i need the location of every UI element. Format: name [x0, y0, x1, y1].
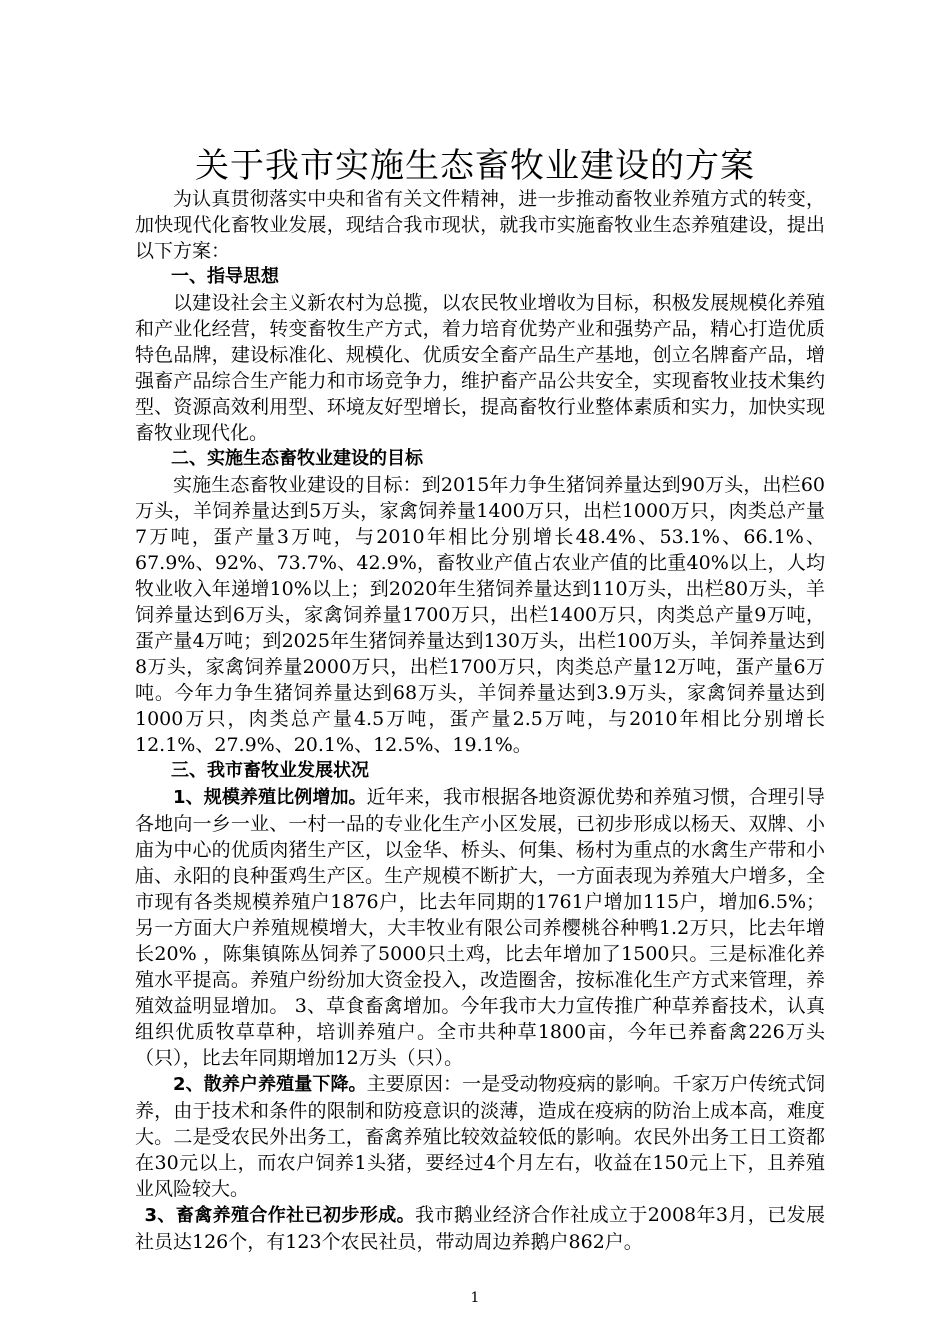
- section-3-item-2: [135, 1071, 825, 1202]
- section-3-heading: 三、我市畜牧业发展状况: [171, 760, 369, 781]
- item-3-lead: 3、畜禽养殖合作社已初步形成。: [144, 1205, 415, 1226]
- intro-paragraph: 为认真贯彻落实中央和省有关文件精神，进一步推动畜牧业养殖方式的转变，加快现代化畜牧业发展，现结合我市现状，就我市实施畜牧业生态养殖建设，提出以下方案：: [135, 188, 825, 262]
- section-1-heading: 一、指导思想: [171, 266, 279, 287]
- section-3-item-3: [135, 1202, 825, 1255]
- document-title: 关于我市实施生态畜牧业建设的方案: [195, 145, 755, 186]
- item-3-text: 我市鹅业经济合作社成立于2008年3月，已发展社员达126个，有123个农民社员，带动周边养鹅户862户。: [135, 1204, 825, 1253]
- item-1-text: 近年来，我市根据各地资源优势和养殖习惯，合理引导各地向一乡一业、一村一品的专业化生产小区发展，已初步形成以杨天、双牌、小庙为中心的优质肉猪生产区，以金华、桥头、何集、杨村为重点的水禽生产带和小庙、永阳的良种蛋鸡生产区。生产规模不断扩大，一方面表现为养殖大户增多，全市现有各类规模养殖户1876户，比去年同期的1761户增加115户，增加6.5%；另一方面大户养殖规模增大，大丰牧业有限公司养樱桃谷种鸭1.2万只，比去年增长20% ，陈集镇陈丛饲养了5000只土鸡，比去年增加了1500只。三是标准化养殖水平提高。养殖户纷纷加大资金投入，改造圈舍，按标准化生产方式来管理，养殖效益明显增加。 3、草食畜禽增加。今年我市大力宣传推广种草养畜技术，认真组织优质牧草草种，培训养殖户。全市共种草1800亩，今年已养畜禽226万头（只），比去年同期增加12万头（只）。: [135, 786, 825, 1069]
- document-body: [135, 186, 825, 1255]
- section-3-item-1: [135, 784, 825, 1071]
- page-number: 1: [470, 1290, 480, 1306]
- item-2-text: 主要原因：一是受动物疫病的影响。千家万户传统式饲养，由于技术和条件的限制和防疫意识的淡薄，造成在疫病的防治上成本高，难度大。二是受农民外出务工，畜禽养殖比较效益较低的影响。农民外出务工日工资都在30元以上，而农户饲养1头猪，要经过4个月左右，收益在150元上下，且养殖业风险较大。: [135, 1073, 825, 1200]
- section-2-paragraph: 实施生态畜牧业建设的目标：到2015年力争生猪饲养量达到90万头，出栏60万头，羊饲养量达到5万头，家禽饲养量1400万只，出栏1000万只，肉类总产量7万吨，蛋产量3万吨，与2010年相比分别增长48.4%、53.1%、66.1%、67.9%、92%、73.7%、42.9%，畜牧业产值占农业产值的比重40%以上，人均牧业收入年递增10%以上；到2020年生猪饲养量达到110万头，出栏80万头，羊饲养量达到6万头，家禽饲养量1700万只，出栏1400万只，肉类总产量9万吨，蛋产量4万吨；到2025年生猪饲养量达到130万头，出栏100万头，羊饲养量达到8万头，家禽饲养量2000万只，出栏1700万只，肉类总产量12万吨，蛋产量6万吨。今年力争生猪饲养量达到68万头，羊饲养量达到3.9万头，家禽饲养量达到1000万只，肉类总产量4.5万吨，蛋产量2.5万吨，与2010年相比分别增长12.1%、27.9%、20.1%、12.5%、19.1%。: [135, 474, 825, 756]
- item-1-lead: 1、规模养殖比例增加。: [173, 787, 367, 808]
- section-1-paragraph: 以建设社会主义新农村为总揽，以农民牧业增收为目标，积极发展规模化养殖和产业化经营，转变畜牧生产方式，着力培育优势产业和强势产品，精心打造优质特色品牌，建设标准化、规模化、优质安全畜产品生产基地，创立名牌畜产品，增强畜产品综合生产能力和市场竞争力，维护畜产品公共安全，实现畜牧业技术集约型、资源高效利用型、环境友好型增长，提高畜牧行业整体素质和实力，加快实现畜牧业现代化。: [135, 292, 825, 444]
- section-2-heading: 二、实施生态畜牧业建设的目标: [171, 448, 423, 469]
- item-2-lead: 2、散养户养殖量下降。: [173, 1074, 367, 1095]
